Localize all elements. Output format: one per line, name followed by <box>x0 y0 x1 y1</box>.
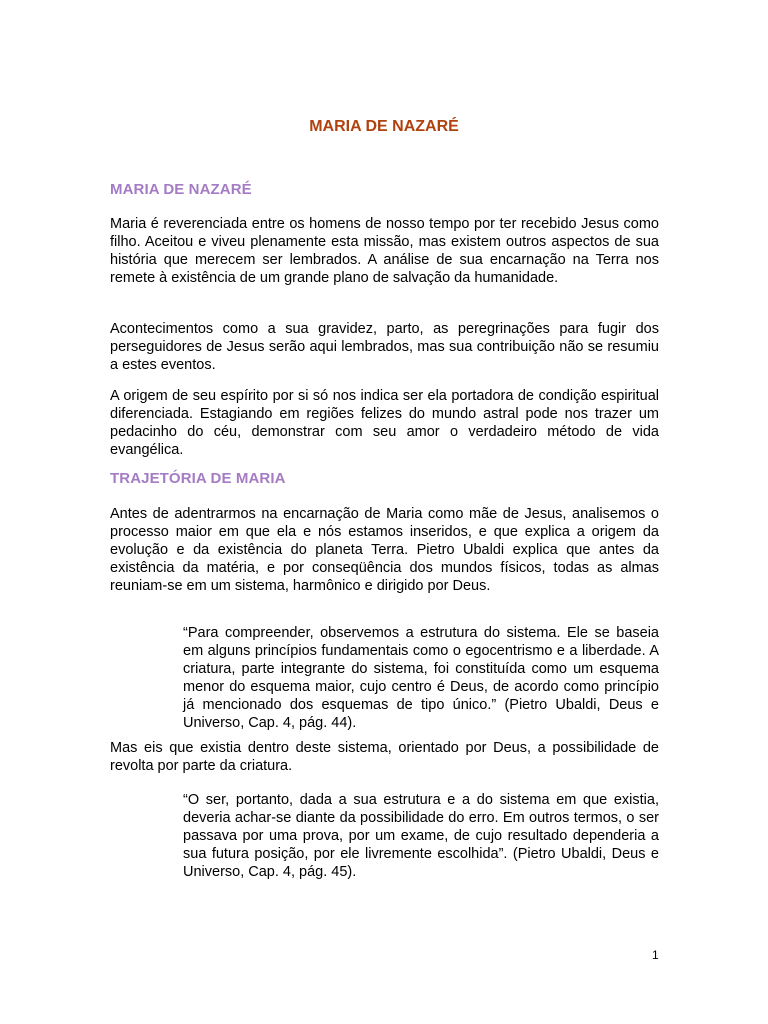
paragraph-intro: Maria é reverenciada entre os homens de nosso tempo por ter recebido Jesus como filho. Aceitou e viveu plenamente esta missão, mas existem outros aspectos de sua história que merecem ser lembrados. A análise de sua encarnação na Terra nos remete à existência de um grande plano de salvação da humanidade. <box>110 216 659 286</box>
page-number: 1 <box>652 948 659 962</box>
quote-error: “O ser, portanto, dada a sua estrutura e a do sistema em que existia, deveria achar-se diante da possibilidade do erro. Em outros termos, o ser passava por uma prova, por um exame, de cujo resultado dependeria a sua futura posição, por ele livremente escolhida”. (Pietro Ubaldi, Deus e Universo, Cap. 4, pág. 45). <box>183 792 659 880</box>
paragraph-revolt: Mas eis que existia dentro deste sistema, orientado por Deus, a possibilidade de revolta por parte da criatura. <box>110 740 659 774</box>
quote-structure: “Para compreender, observemos a estrutura do sistema. Ele se baseia em alguns princípios fundamentais como o egocentrismo e a liberdade. A criatura, parte integrante do sistema, foi constituída como um esquema menor do esquema maior, cujo centro é Deus, de acordo como princípio já mencionado dos esquemas de tipo único.” (Pietro Ubaldi, Deus e Universo, Cap. 4, pág. 44). <box>183 625 659 731</box>
paragraph-origin: A origem de seu espírito por si só nos indica ser ela portadora de condição espiritual diferenciada. Estagiando em regiões felizes do mundo astral pode nos trazer um pedacinho do céu, demonstrar com seu amor o verdadeiro método de vida evangélica. <box>110 388 659 458</box>
document-title: MARIA DE NAZARÉ <box>309 118 459 135</box>
paragraph-process: Antes de adentrarmos na encarnação de Maria como mãe de Jesus, analisemos o processo maior em que ela e nós estamos inseridos, e que explica a origem da evolução e da existência do planeta Terra. Pietro Ubaldi explica que antes da existência da matéria, e por conseqüência dos mundos físicos, todas as almas reuniam-se em um sistema, harmônico e dirigido por Deus. <box>110 506 659 594</box>
section-heading-trajetoria: TRAJETÓRIA DE MARIA <box>110 470 286 487</box>
paragraph-events: Acontecimentos como a sua gravidez, parto, as peregrinações para fugir dos perseguidores de Jesus serão aqui lembrados, mas sua contribuição não se resumiu a estes eventos. <box>110 321 659 373</box>
section-heading-maria-de-nazare: MARIA DE NAZARÉ <box>110 181 252 198</box>
